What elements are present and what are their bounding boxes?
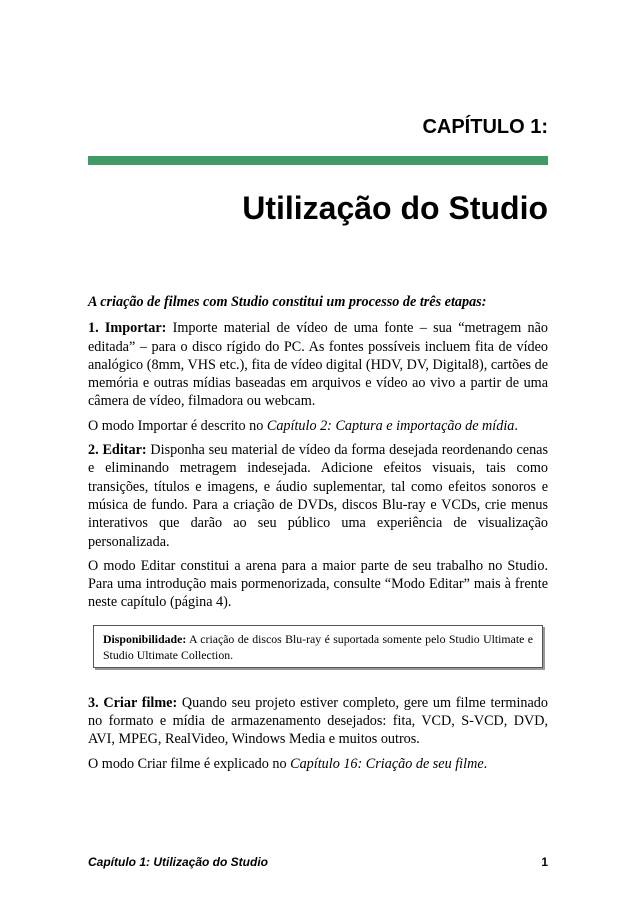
- intro-paragraph: A criação de filmes com Studio constitui um processo de três etapas:: [88, 294, 487, 310]
- green-rule: [88, 156, 548, 165]
- chapter-label: CAPÍTULO 1:: [422, 116, 548, 138]
- step-edit-text: Disponha seu material de vídeo da forma desejada reordenando cenas e eliminando metragem indesejada. Adicione efeitos visuais, tais como transições, títulos e imagens, e áudio suplementar, tal como efeitos sonoros e música de fundo. Para a criação de DVDs, discos Blu-ray e VCDs, crie menus interativos que darão ao seu público uma experiência de visualização personalizada.: [88, 442, 548, 550]
- availability-text: A criação de discos Blu-ray é suportada somente pelo Studio Ultimate e Studio Ultimate Collection.: [103, 631, 533, 662]
- step-edit-label: 2. Editar:: [88, 442, 147, 459]
- step-import-text: Importe material de vídeo de uma fonte – sua “metragem não editada” – para o disco rígido do PC. As fontes possíveis incluem fita de vídeo analógico (8mm, VHS etc.), fita de vídeo digital (HDV, DV, Digital8), cartões de memória e outras mídias baseadas em arquivos e vídeo ao vivo a partir de uma câmera de vídeo, filmadora ou webcam.: [88, 320, 549, 410]
- make-movie-reference-before: O modo Criar filme é explicado no: [88, 755, 291, 772]
- footer-chapter-title: Capítulo 1: Utilização do Studio: [88, 855, 268, 869]
- step-import-label: 1. Importar:: [88, 320, 167, 337]
- step-edit-paragraph: [88, 441, 548, 551]
- availability-note: [93, 625, 543, 668]
- availability-label: Disponibilidade:: [103, 631, 187, 646]
- chapter-16-reference: Capítulo 16: Criação de seu filme: [290, 755, 484, 772]
- make-movie-reference-after: .: [483, 755, 488, 772]
- step-make-movie-label: 3. Criar filme:: [88, 694, 178, 711]
- edit-mode-paragraph: O modo Editar constitui a arena para a maior parte de seu trabalho no Studio. Para uma introdução mais pormenorizada, consulte “Modo Editar” mais à frente neste capítulo (página 4).: [88, 557, 548, 611]
- body-text: [88, 293, 548, 779]
- step-import-paragraph: [88, 319, 548, 410]
- make-movie-reference-paragraph: [88, 755, 548, 773]
- page-number: 1: [541, 855, 548, 869]
- chapter-title: Utilização do Studio: [242, 190, 548, 226]
- import-reference-after: .: [514, 417, 518, 434]
- step-make-movie-paragraph: [88, 694, 548, 749]
- step-make-movie-text: Quando seu projeto estiver completo, gere um filme terminado no formato e mídia de armazenamento desejados: fita, VCD, S-VCD, DVD, AVI, MPEG, RealVideo, Windows Media e muitos outros.: [88, 694, 548, 748]
- import-reference-paragraph: [88, 417, 548, 435]
- import-reference-before: O modo Importar é descrito no: [88, 417, 267, 434]
- chapter-2-reference: Capítulo 2: Captura e importação de mídia: [266, 417, 515, 434]
